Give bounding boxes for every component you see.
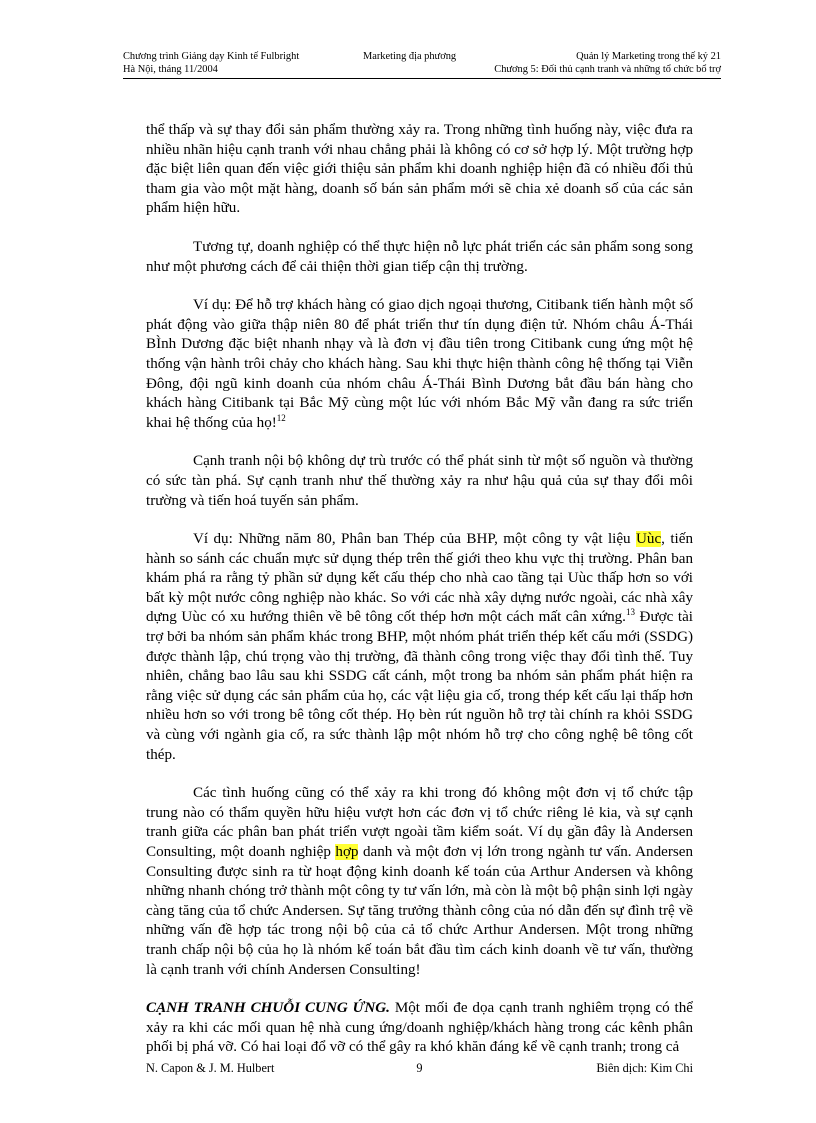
- header-divider: [123, 78, 721, 79]
- page-footer: [146, 1061, 693, 1076]
- paragraph-7-text: Một mối đe dọa cạnh tranh nghiêm trọng có thể xảy ra khi các mối quan hệ nhà cung ứng/doanh nghiệp/khách hàng trong các kênh phân phối bị phá vỡ. Có hai loại đổ vỡ có thể gây ra khó khăn đáng kể về cạnh tranh; trong cả: [146, 1000, 693, 1056]
- header-date: Hà Nội, tháng 11/2004: [123, 64, 218, 75]
- footnote-ref-12: 12: [276, 412, 286, 423]
- page-number: 9: [416, 1061, 423, 1075]
- footer-translator: Biên dịch: Kim Chi: [596, 1061, 693, 1075]
- section-title-supply-chain: CẠNH TRANH CHUỖI CUNG ỨNG.: [146, 1000, 390, 1017]
- highlighted-word-hop: hợp: [335, 844, 359, 860]
- header-program: Chương trình Giảng dạy Kinh tế Fulbright: [123, 51, 300, 62]
- paragraph-6-text-a: Các tình huống cũng có thể xảy ra khi trong đó không một đơn vị tổ chức tập trung nào có thẩm quyền hữu hiệu vượt hơn các đơn vị tổ chức riêng lẻ kia, và sự cạnh tranh giữa các phân ban phát triển vượt ngoài tầm kiểm soát. Ví dụ gần đây là Andersen Consulting, một doanh nghiệp: [146, 785, 693, 860]
- paragraph-3-text: Ví dụ: Để hỗ trợ khách hàng có giao dịch ngoại thương, Citibank tiến hành một số phát động vào giữa thập niên 80 để phát triển thư tín dụng điện tử. Nhóm châu Á-Thái BÌnh Dương đặc biệt nhanh nhạy và là đơn vị đầu tiên trong Citibank cung ứng một hệ thống vận hành trôi chảy cho khách hàng. Sau khi thực hiện thành công hệ thống tại Viễn Đông, đội ngũ kinh doanh của nhóm châu Á-Thái Bình Dương bắt đầu bán hàng cho khách hàng Citibank tại Bắc Mỹ cùng một lúc với nhóm Bắc Mỹ vẫn đang ra sức triển khai hệ thống của họ!: [146, 297, 693, 431]
- highlighted-word-uuc: Uùc: [636, 531, 662, 548]
- footnote-ref-13: 13: [625, 607, 635, 618]
- header-chapter: Chương 5: Đối thủ cạnh tranh và những tổ chức bổ trợ: [494, 64, 721, 75]
- paragraph-7-section: [146, 999, 693, 1058]
- paragraph-6-text-b: danh và một đơn vị lớn trong ngành tư vấn. Andersen Consulting được sinh ra từ hoạt động kinh doanh kế toán của Arthur Andersen và không những nhanh chóng trở thành một công ty tư vấn lớn, mà còn là một bộ phận sinh lợi ngày càng tăng của tổ chức Andersen. Sự tăng trưởng thành công của nó dẫn đến sự đình trệ về những vấn đề hợp tác trong nội bộ của cả tổ chức Arthur Andersen. Một trong những tranh chấp nội bộ của họ là nhóm kế toán bắt đầu tìm cách kinh doanh về tư vấn, thường là cạnh tranh với chính Andersen Consulting!: [146, 844, 693, 978]
- paragraph-2: Tương tự, doanh nghiệp có thể thực hiện nỗ lực phát triển các sản phẩm song song như một phương cách để cải thiện thời gian tiếp cận thị trường.: [146, 238, 693, 275]
- header-book-title: Quản lý Marketing trong thế kỷ 21: [576, 51, 721, 62]
- paragraph-6: [146, 784, 693, 980]
- header-course: Marketing địa phương: [363, 51, 457, 62]
- page-header: [123, 50, 721, 76]
- footer-authors: N. Capon & J. M. Hulbert: [146, 1061, 275, 1075]
- paragraph-5-example: [146, 530, 693, 765]
- paragraph-5-text-c: Được tài trợ bởi ba nhóm sản phẩm khác trong BHP, một nhóm phát triển thép kết cấu mới (SSDG) được thành lập, chú trọng vào thị trường, đã thành công trong việc thay đổi tình thế. Tuy nhiên, chẳng bao lâu sau khi SSDG cất cánh, một trong ba nhóm sản phẩm phát hiện ra rằng việc sử dụng các sản phẩm của họ, các vật liệu gia cố, trong thép kết cấu lại thấp hơn nhiều hơn so với trong bê tông cốt thép. Họ bèn rút nguồn hỗ trợ tài chính ra khỏi SSDG và cùng với ngành gia cố, ra sức thành lập một nhóm hỗ trợ cho công nghệ bê tông cốt thép.: [146, 609, 693, 763]
- paragraph-5-text-a: Ví dụ: Những năm 80, Phân ban Thép của BHP, một công ty vật liệu: [193, 531, 637, 548]
- paragraph-4: Cạnh tranh nội bộ không dự trù trước có thể phát sinh từ một số nguồn và thường có sức tàn phá. Sự cạnh tranh như thế thường xảy ra như hậu quả của sự thay đổi môi trường và tiến hoá tuyến sản phẩm.: [146, 453, 693, 509]
- page-body: [146, 121, 693, 1077]
- paragraph-5-text-b: , tiến hành so sánh các chuẩn mực sử dụng thép trên thế giới theo khu vực thị trường. Phân ban khám phá ra rằng tỷ phần sử dụng kết cấu thép cho nhà cao tầng tại Uùc thấp hơn so với bất kỳ một nước công nghiệp nào khác. So với các nhà xây dựng nước ngoài, các nhà xây dựng Uùc có xu hướng thiên về bê tông cốt thép hơn một cách mất cân xứng.: [146, 531, 693, 626]
- paragraph-1: thể thấp và sự thay đổi sản phẩm thường xảy ra. Trong những tình huống này, việc đưa ra nhiều nhãn hiệu cạnh tranh với nhau chẳng phải là không có cơ sở hợp lý. Một trường hợp đặc biệt liên quan đến việc giới thiệu sản phẩm khi doanh nghiệp hiện đã có nhiều đối thủ tham gia vào một mặt hàng, doanh số bán sản phẩm mới sẽ chia xẻ doanh số của các sản phẩm hiện hữu.: [146, 122, 693, 217]
- paragraph-3-example: [146, 296, 693, 433]
